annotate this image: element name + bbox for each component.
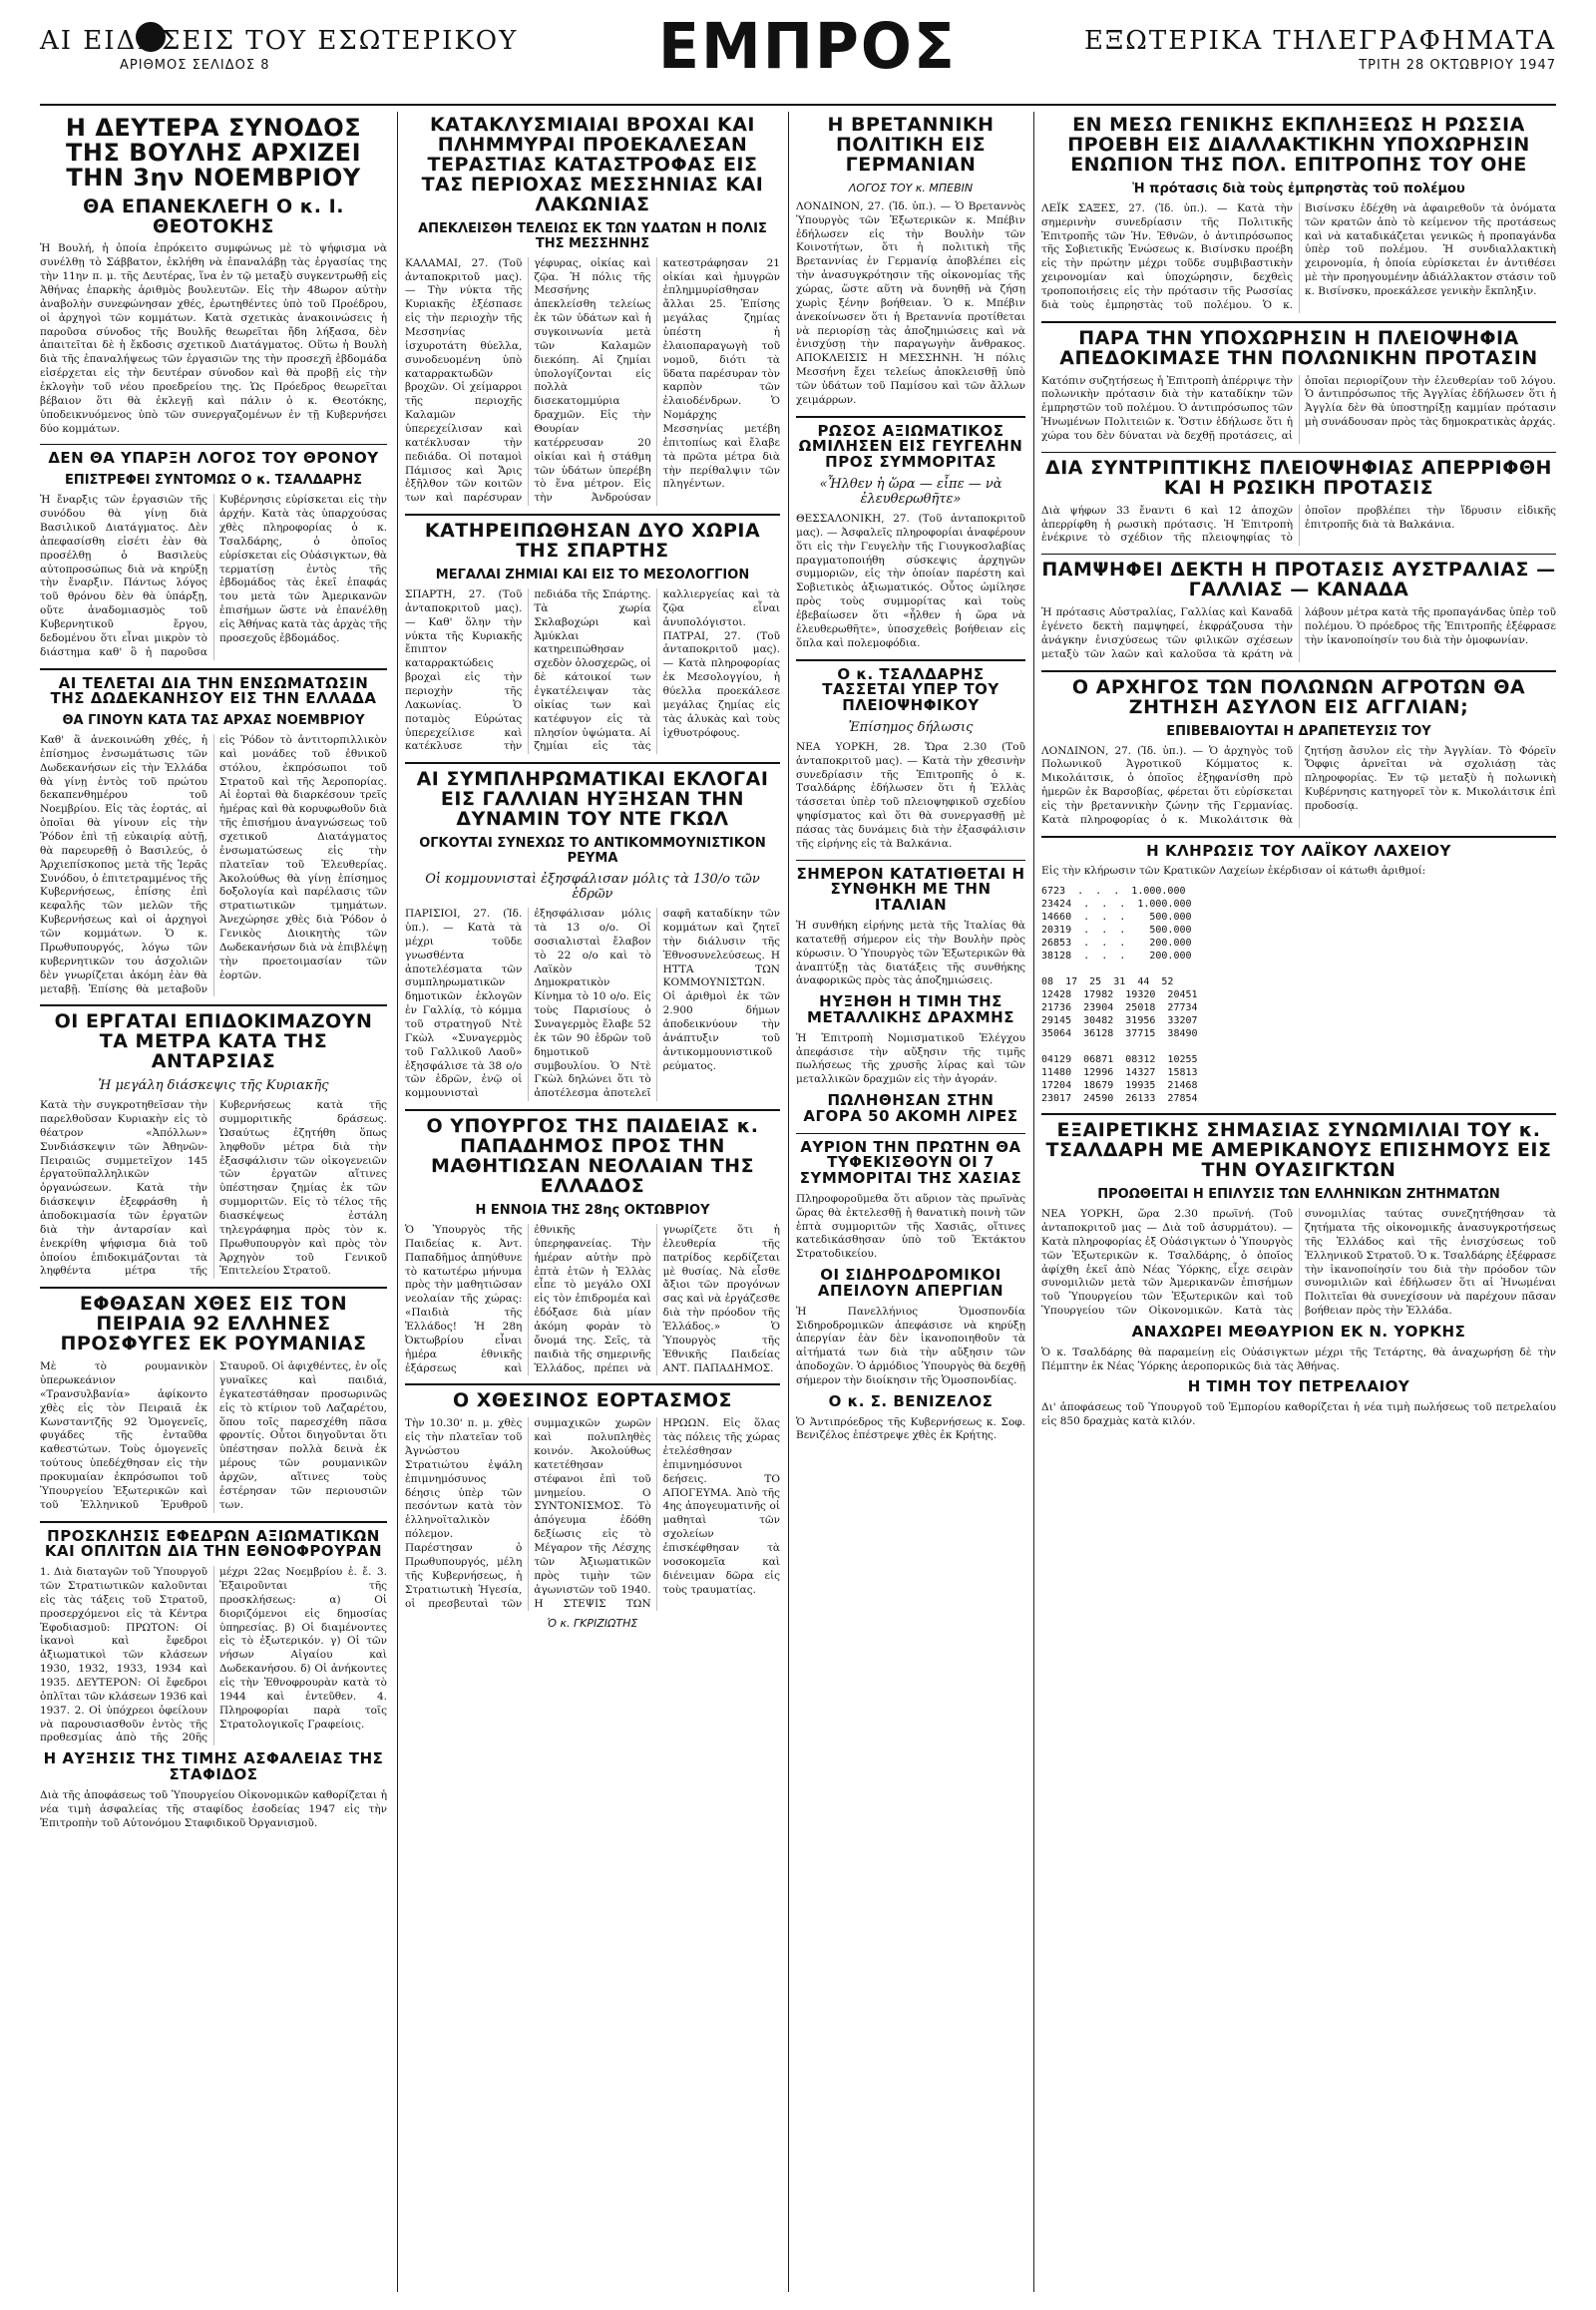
divider [405,762,780,764]
article-body: Τὴν 10.30' π. μ. χθὲς εἰς τὴν πλατεῖαν τοῦ Ἀγνώστου Στρατιώτου ἐψάλη ἐπιμνημόσυνος δέησις ὑπὲρ τῶν πεσόντων κατὰ τὸν ἑλληνοϊταλικὸν πόλεμον. Παρέστησαν ὁ Πρωθυπουργός, μέλη τῆς Κυβερνήσεως, ἡ Στρατιωτικὴ Ἡγεσία, οἱ πρεσβευταὶ τῶν συμμαχικῶν χωρῶν καὶ πολυπληθὲς κοινόν. Ἀκολούθως κατετέθησαν στέφανοι ἐπὶ τοῦ μνημείου. Ο ΣΥΝΤΟΝΙΣΜΟΣ. Τὸ ἀπόγευμα ἐδόθη δεξίωσις εἰς τὸ Μέγαρον τῆς Λέσχης τῶν Ἀξιωματικῶν πρὸς τιμὴν τῶν ἀγωνιστῶν τοῦ 1940. Η ΣΤΕΨΙΣ ΤΩΝ ΗΡΩΩΝ. Εἰς ὅλας τὰς πόλεις τῆς χώρας ἐτελέσθησαν ἐπιμνημόσυνοι δεήσεις. ΤΟ ΑΠΟΓΕΥΜΑ. Ἀπὸ τῆς 4ης ἀπογευματινῆς οἱ μαθηταὶ τῶν σχολείων ἐπισκέφθησαν τὰ νοσοκομεῖα καὶ διένειμαν δῶρα εἰς τοὺς τραυματίας. [405,1417,780,1610]
article-body: Ἡ πρότασις Αὐστραλίας, Γαλλίας καὶ Καναδᾶ ἐγένετο δεκτὴ παμψηφεί, ἐκφράζουσα τὴν ἀνάγκην ἐνισχύσεως τῶν φιλικῶν σχέσεων μεταξὺ τῶν λαῶν καὶ καλοῦσα τὰ κράτη νὰ λάβουν μέτρα κατὰ τῆς προπαγάνδας ὑπὲρ τοῦ πολέμου. Ὁ πρόεδρος τῆς Ἐπιτροπῆς ἐξέφρασε τὴν ἱκανοποίησίν του διὰ τὴν ὁμοφωνίαν. [1041,606,1556,660]
divider [405,514,780,516]
column-foreign-2 [1041,112,1556,2292]
column-foreign-1 [796,112,1025,2292]
byline: ΛΟΓΟΣ ΤΟΥ κ. ΜΠΕΒΙΝ [848,181,974,194]
headline: ΑΙ ΣΥΜΠΛΗΡΩΜΑΤΙΚΑΙ ΕΚΛΟΓΑΙ ΕΙΣ ΓΑΛΛΙΑΝ ΗΥΞΗΣΑΝ ΤΗΝ ΔΥΝΑΜΙΝ ΤΟΥ ΝΤΕ ΓΚΩΛ [416,768,769,831]
column-rule [397,112,398,2292]
article-body: Πληροφοροῦμεθα ὅτι αὔριον τὰς πρωϊνὰς ὥρας θὰ ἐκτελεσθῇ ἡ θανατικὴ ποινὴ τῶν ἑπτὰ συμμοριτῶν τῆς Χασιᾶς, οἵτινες κατεδικάσθησαν ὑπὸ τοῦ Ἐκτάκτου Στρατοδικείου. [796,1192,1025,1261]
headline: Ο κ. Σ. ΒΕΝΙΖΕΛΟΣ [828,1391,994,1410]
divider [40,444,387,445]
subheadline: ΕΠΙΣΤΡΕΦΕΙ ΣΥΝΤΟΜΩΣ Ο κ. ΤΣΑΛΔΑΡΗΣ [64,473,363,489]
headline: ΠΡΟΣΚΛΗΣΙΣ ΕΦΕΔΡΩΝ ΑΞΙΩΜΑΤΙΚΩΝ ΚΑΙ ΟΠΛΙΤΩΝ ΔΙΑ ΤΗΝ ΕΘΝΟΦΡΟΥΡΑΝ [44,1526,383,1561]
article-body: Διὰ τῆς ἀποφάσεως τοῦ Ὑπουργείου Οἰκονομικῶν καθορίζεται ἡ νέα τιμὴ ἀσφαλείας τῆς σταφίδος ἐσοδείας 1947 εἰς τὴν Ἐπιτροπὴν τοῦ Αὐτονόμου Σταφιδικοῦ Ὀργανισμοῦ. [40,1788,387,1829]
article-body: ΛΟΝΔΙΝΟΝ, 27. (Ἰδ. ὑπ.). — Ὁ Βρεταννὸς Ὑπουργὸς τῶν Ἐξωτερικῶν κ. Μπέβιν ἐδήλωσεν εἰς τὴν Βουλὴν τῶν Κοινοτήτων, ὅτι ἡ πολιτικὴ τῆς Βρεταννίας ἐν Γερμανίᾳ ἀποβλέπει εἰς τὴν ἀνασυγκρότησιν τῆς οἰκονομίας τῆς χώρας, ὥστε αὕτη νὰ δυνηθῇ νὰ ζήσῃ χωρὶς ξένην βοήθειαν. Ὁ κ. Μπέβιν ἀνεκοίνωσεν ὅτι ἡ Βρεταννία προτίθεται νὰ περιορίσῃ τὰς ἀποζημιώσεις καὶ νὰ ἐνισχύσῃ τὴν παραγωγὴν ἄνθρακος. ΑΠΟΚΛΕΙΣΙΣ Η ΜΕΣΣΗΝΗ. Ἡ πόλις Μεσσήνη ἔχει τελείως ἀποκλεισθῇ ὑπὸ τῶν ὑδάτων τοῦ Παμίσου καὶ τῶν ἄλλων χειμάρρων. [796,199,1025,406]
article-body: Ἡ συνθήκη εἰρήνης μετὰ τῆς Ἰταλίας θὰ κατατεθῇ σήμερον εἰς τὴν Βουλὴν πρὸς κύρωσιν. Ὁ Ὑπουργὸς τῶν Ἐξωτερικῶν θὰ ἀναπτύξῃ τὰς διατάξεις τῆς συνθήκης ἀναφορικῶς πρὸς τὰς ἀποζημιώσεις. [796,919,1025,987]
subheadline: Οἱ κομμουνισταὶ ἐξησφάλισαν μόλις τὰ 130/ο τῶν ἑδρῶν [425,872,760,903]
divider [1041,670,1556,672]
article-body: Εἰς τὴν κλήρωσιν τῶν Κρατικῶν Λαχείων ἐκέρδισαν οἱ κάτωθι ἀριθμοί: [1041,865,1426,878]
headline: ΑΙ ΤΕΛΕΤΑΙ ΔΙΑ ΤΗΝ ΕΝΣΩΜΑΤΩΣΙΝ ΤΗΣ ΔΩΔΕΚΑΝΗΣΟΥ ΕΙΣ ΤΗΝ ΕΛΛΑΔΑ [50,673,377,708]
article-body: Δι' ἀποφάσεως τοῦ Ὑπουργοῦ τοῦ Ἐμπορίου καθορίζεται ἡ νέα τιμὴ πωλήσεως τοῦ πετρελαίου εἰς 850 δραχμὰς κατὰ κιλόν. [1041,1401,1556,1428]
headline: Η ΑΥΞΗΣΙΣ ΤΗΣ ΤΙΜΗΣ ΑΣΦΑΛΕΙΑΣ ΤΗΣ ΣΤΑΦΙΔΟΣ [43,1749,384,1784]
headline: ΕΦΘΑΣΑΝ ΧΘΕΣ ΕΙΣ ΤΟΝ ΠΕΙΡΑΙΑ 92 ΕΛΛΗΝΕΣ ΠΡΟΣΦΥΓΕΣ ΕΚ ΡΟΥΜΑΝΙΑΣ [60,1293,367,1355]
headline: ΠΩΛΗΘΗΣΑΝ ΣΤΗΝ ΑΓΟΡΑ 50 ΑΚΟΜΗ ΛΙΡΕΣ [803,1091,1018,1125]
article-body: ΚΑΛΑΜΑΙ, 27. (Τοῦ ἀνταποκριτοῦ μας). — Τὴν νύκτα τῆς Κυριακῆς ἐξέσπασε εἰς τὴν περιοχὴν τῆς Μεσσηνίας ἰσχυροτάτη θύελλα, συνοδευομένη ὑπὸ καταρρακτωδῶν βροχῶν. Οἱ χείμαρροι τῆς περιοχῆς Καλαμῶν ὑπερεχείλισαν καὶ κατέκλυσαν τὴν πεδιάδα. Οἱ ποταμοὶ Πάμισος καὶ Ἄρις ἐξῆλθον τῶν κοιτῶν των καὶ παρέσυραν γέφυρας, οἰκίας καὶ ζῷα. Ἡ πόλις τῆς Μεσσήνης ἀπεκλείσθη τελείως ἐκ τῶν ὑδάτων καὶ ἡ συγκοινωνία μετὰ τῶν Καλαμῶν διεκόπη. Αἱ ζημίαι ὑπολογίζονται εἰς πολλὰ δισεκατομμύρια δραχμῶν. Εἰς τὴν Θουρίαν κατέρρευσαν 20 οἰκίαι καὶ ἡ στάθμη τῶν ὑδάτων ὑπερέβη τὸ ἕνα μέτρον. Εἰς τὴν Ἀνδρούσαν κατεστράφησαν 21 οἰκίαι καὶ ἡμυγρῶν ἐπληµµυρίσθησαν ἄλλαι 25. Ἐπίσης μεγάλας ζημίας ὑπέστη ἡ ἐλαιοπαραγωγὴ τοῦ νομοῦ, διότι τὰ ὕδατα παρέσυραν τὸν καρπὸν τῶν ἐλαιοδένδρων. Ὁ Νομάρχης Μεσσηνίας μετέβη ἐπιτοπίως καὶ ἔλαβε τὰ πρῶτα μέτρα διὰ τὴν περίθαλψιν τῶν πληγέντων. [405,256,780,505]
headline: Ο ΥΠΟΥΡΓΟΣ ΤΗΣ ΠΑΙΔΕΙΑΣ κ. ΠΑΠΑΔΗΜΟΣ ΠΡΟΣ ΤΗΝ ΜΑΘΗΤΙΩΣΑΝ ΝΕΟΛΑΙΑΝ ΤΗΣ ΕΛΛΑΔΟΣ [426,1115,759,1197]
headline: ΟΙ ΕΡΓΑΤΑΙ ΕΠΙΔΟΚΙΜΑΖΟΥΝ ΤΑ ΜΕΤΡΑ ΚΑΤΑ ΤΗΣ ΑΝΤΑΡΣΙΑΣ [54,1010,373,1073]
newspaper-title: ΕΜΠΡΟΣ [658,10,957,84]
headline: ΠΑΡΑ ΤΗΝ ΥΠΟΧΩΡΗΣΙΝ Η ΠΛΕΙΟΨΗΦΙΑ ΑΠΕΔΟΚΙΜΑΣΕ ΤΗΝ ΠΟΛΩΝΙΚΗΝ ΠΡΟΤΑΣΙΝ [1059,326,1538,369]
article-body: Καθ' ἃ ἀνεκοινώθη χθές, ἡ ἐπίσημος ἐνσωμάτωσις τῶν Δωδεκανήσων εἰς τὴν Ἑλλάδα θὰ γίνῃ ἐντὸς τοῦ πρώτου δεκαπενθημέρου τοῦ Νοεμβρίου. Εἰς τὰς ἑορτάς, αἱ ὁποῖαι θὰ γίνουν εἰς τὴν Ῥόδον ἐπὶ τῇ εὐκαιρίᾳ αὐτῇ, θὰ παρευρεθῇ ὁ Βασιλεύς, ὁ Ἀρχιεπίσκοπος μετὰ τῆς Ἱερᾶς Συνόδου, ὁ ἐπιτετραμμένος τῆς Κυβερνήσεως, ἐπίσης ἐπὶ κεφαλῆς τῶν μελῶν τῆς Κυβερνήσεως καὶ οἱ ἀρχηγοὶ τῶν κομμάτων. Ὁ κ. Πρωθυπουργός, λόγω τῶν κυβερνητικῶν του ἀσχολιῶν δὲν γνωρίζεται ἀκόμη ἐὰν θὰ μεταβῇ. Ἐπίσης θὰ μεταβοῦν εἰς Ῥόδον τὸ ἀντιτορπιλλικὸν καὶ μονάδες τοῦ ἐθνικοῦ στόλου, ἐκπρόσωποι τοῦ Στρατοῦ καὶ τῆς Ἀεροπορίας. Αἱ ἑορταὶ θὰ διαρκέσουν τρεῖς ἡμέρας καὶ θὰ κορυφωθοῦν διὰ τῆς ἐπισήμου ἀναγνώσεως τοῦ σχετικοῦ Διατάγματος ἐνσωματώσεως εἰς τὴν πλατεῖαν τοῦ Ἐλευθερίας. Ἀκολούθως θὰ γίνῃ ἐπίσημος δοξολογία καὶ παρέλασις τῶν στρατιωτικῶν τμημάτων. Ἀνεχώρησε χθὲς διὰ Ῥόδον ὁ Γενικὸς Διοικητὴς τῶν Δωδεκανήσων διὰ νὰ ἐπιβλέψῃ τὴν προετοιμασίαν τῶν ἑορτῶν. [40,734,387,995]
article-body: ΛΕΪΚ ΣΑΞΕΣ, 27. (Ἰδ. ὑπ.). — Κατὰ τὴν σημερινὴν συνεδρίασιν τῆς Πολιτικῆς Ἐπιτροπῆς τῶν Ἡν. Ἐθνῶν, ὁ ἀντιπρόσωπος τῆς Σοβιετικῆς Ἑνώσεως κ. Βισίνσκυ προέβη εἰς τὴν πρώτην μέχρι τοῦδε συμβιβαστικὴν χειρονομίαν καὶ ὑποχώρησιν, δεχθεὶς τροποποιήσεις εἰς τὴν πρότασιν τῆς Ρωσσίας διὰ τοὺς ἐμπρηστὰς τοῦ πολέμου. Ὁ κ. Βισίνσκυ ἐδέχθη νὰ ἀφαιρεθοῦν τὰ ὀνόματα τῶν κρατῶν ἀπὸ τὸ κείμενον τῆς προτάσεως καὶ νὰ καταδικάζεται γενικῶς ἡ προπαγάνδα ὑπὲρ τοῦ πολέμου. Ἡ συνδιαλλακτικὴ χειρονομία, ἡ ὁποία εὑρίσκεται ἐν ἀντιθέσει μὲ τὴν προηγουμένην ἀδιάλλακτον στάσιν τοῦ κ. Βισίνσκυ, προεκάλεσε γενικὴν ἔκπληξιν. [1041,201,1556,311]
column-news [405,112,780,2292]
headline: ΕΞΑΙΡΕΤΙΚΗΣ ΣΗΜΑΣΙΑΣ ΣΥΝΩΜΙΛΙΑΙ ΤΟΥ κ. ΤΣΑΛΔΑΡΗ ΜΕ ΑΜΕΡΙΚΑΝΟΥΣ ΕΠΙΣΗΜΟΥΣ ΕΙΣ ΤΗΝ ΟΥΑΣΙΓΚΤΩΝ [1045,1119,1552,1182]
headline: ΔΕΝ ΘΑ ΥΠΑΡΞΗ ΛΟΓΟΣ ΤΟΥ ΘΡΟΝΟΥ [48,449,379,468]
subheadline: ΘΑ ΕΠΑΝΕΚΛΕΓΗ Ο κ. Ι. ΘΕΟΤΟΚΗΣ [83,194,344,237]
headline: ΕΝ ΜΕΣΩ ΓΕΝΙΚΗΣ ΕΚΠΛΗΞΕΩΣ Η ΡΩΣΣΙΑ ΠΡΟΕΒΗ ΕΙΣ ΔΙΑΛΛΑΚΤΙΚΗΝ ΥΠΟΧΩΡΗΣΙΝ ΕΝΩΠΙΟΝ ΤΗΣ ΠΟΛ. ΕΠΙΤΡΟΠΗΣ ΤΟΥ ΟΗΕ [1067,114,1530,176]
headline: ΟΙ ΣΙΔΗΡΟΔΡΟΜΙΚΟΙ ΑΠΕΙΛΟΥΝ ΑΠΕΡΓΙΑΝ [817,1266,1004,1300]
article-body: ΘΕΣΣΑΛΟΝΙΚΗ, 27. (Τοῦ ἀνταποκριτοῦ μας). — Ἀσφαλεῖς πληροφορίαι ἀναφέρουν ὅτι εἰς τὴν Γευγελὴν τῆς Γιουγκοσλαβίας πραγματοποιήθη σύσκεψις ἀρχηγῶν συμμοριῶν, εἰς τὴν ὁποίαν παρέστη καὶ Σοβιετικὸς ἀξιωματικός. Οὗτος ὡμίλησε πρὸς τοὺς συμμορίτας καὶ τοὺς ἐβεβαίωσεν ὅτι «ἦλθεν ἡ ὥρα νὰ ἐλευθερωθῆτε», ὑποσχεθεὶς βοήθειαν εἰς ὅπλα καὶ πολεμοφόδια. [796,512,1025,649]
column-rule [788,112,789,2292]
headline: ΚΑΤΗΡΕΙΠΩΘΗΣΑΝ ΔΥΟ ΧΩΡΙΑ ΤΗΣ ΣΠΑΡΤΗΣ [424,520,761,563]
divider [796,659,1025,661]
headline: ΗΥΞΗΘΗ Η ΤΙΜΗ ΤΗΣ ΜΕΤΑΛΛΙΚΗΣ ΔΡΑΧΜΗΣ [807,992,1014,1026]
divider [1041,321,1556,323]
article-body: Ὁ Ἀντιπρόεδρος τῆς Κυβερνήσεως κ. Σοφ. Βενιζέλος ἐπέστρεψε χθὲς ἐκ Κρήτης. [796,1415,1025,1442]
subheadline: ΟΓΚΟΥΤΑΙ ΣΥΝΕΧΩΣ ΤΟ ΑΝΤΙΚΟΜΜΟΥΝΙΣΤΙΚΟΝ ΡΕΥΜΑ [419,836,766,867]
divider [796,416,1025,418]
divider [1041,836,1556,838]
headline: Ο κ. ΤΣΑΛΔΑΡΗΣ ΤΑΣΣΕΤΑΙ ΥΠΕΡ ΤΟΥ ΠΛΕΙΟΨΗΦΙΚΟΥ [822,664,999,715]
article-body: ΠΑΡΙΣΙΟΙ, 27. (Ἰδ. ὑπ.). — Κατὰ τὰ μέχρι τοῦδε γνωσθέντα ἀποτελέσματα τῶν συμπληρωματικῶν δημοτικῶν ἐκλογῶν ἐν Γαλλίᾳ, τὸ κόμμα τοῦ στρατηγοῦ Ντὲ Γκὼλ «Συναγερμὸς τοῦ Γαλλικοῦ Λαοῦ» ἐξησφάλισε τὰ 38 ο/ο τῶν ἑδρῶν, ἐνῷ οἱ κομμουνισταὶ ἐξησφάλισαν μόλις τὰ 13 ο/ο. Οἱ σοσιαλισταὶ ἔλαβον τὸ 22 ο/ο καὶ τὸ Λαϊκὸν Δημοκρατικὸν Κίνημα τὸ 10 ο/ο. Εἰς τοὺς Παρισίους ὁ Συναγερμὸς ἔλαβε 52 ἐκ τῶν 90 ἑδρῶν τοῦ δημοτικοῦ συμβουλίου. Ὁ Ντὲ Γκὼλ δηλώνει ὅτι τὸ ἀποτέλεσμα ἀποτελεῖ σαφῆ καταδίκην τῶν κομμάτων καὶ ζητεῖ τὴν διάλυσιν τῆς Ἐθνοσυνελεύσεως. Η ΗΤΤΑ ΤΩΝ ΚΟΜΜΟΥΝΙΣΤΩΝ. Οἱ ἀριθμοὶ ἐκ τῶν 2.900 δήμων ἀποδεικνύουν τὴν ἀνάπτυξιν τοῦ ἀντικομμουνιστικοῦ ρεύματος. [405,908,780,1100]
article-body: Κατὰ τὴν συγκροτηθεῖσαν τὴν παρελθοῦσαν Κυριακὴν εἰς τὸ θέατρον «Ἀπόλλων» Συνδιάσκεψιν τῶν Ἀθηνῶν-Πειραιῶς συμμετεῖχον 145 ἐργατοϋπαλληλικῶν ὀργανώσεων. Κατὰ τὴν διάσκεψιν ἐξεφράσθη ἡ ἀποδοκιμασία τῶν ἐργατῶν διὰ τὴν ἀνταρσίαν καὶ ἐνεκρίθη ψήφισμα διὰ τοῦ ὁποίου ἐπιδοκιμάζονται τὰ ληφθέντα μέτρα τῆς Κυβερνήσεως κατὰ τῆς συμμοριτικῆς δράσεως. Ὡσαύτως ἐζητήθη ὅπως ληφθοῦν μέτρα διὰ τὴν ἐξασφάλισιν τῶν οἰκογενειῶν τῶν ἐργατῶν αἵτινες ὑπέστησαν ζημίας ἐκ τῶν συμμοριτῶν. Εἰς τὸ τέλος τῆς διασκέψεως ἐστάλη τηλεγράφημα πρὸς τὸν κ. Πρωθυπουργὸν καὶ πρὸς τὸν Ἀρχηγὸν τοῦ Γενικοῦ Ἐπιτελείου Στρατοῦ. [40,1099,387,1278]
headline: ΠΑΜΨΗΦΕΙ ΔΕΚΤΗ Η ΠΡΟΤΑΣΙΣ ΑΥΣΤΡΑΛΙΑΣ — ΓΑΛΛΙΑΣ — ΚΑΝΑΔΑ [1041,559,1556,601]
section-title-right: ΕΞΩΤΕΡΙΚΑ ΤΗΛΕΓΡΑΦΗΜΑΤΑ [1084,26,1556,56]
signature: Ὁ κ. ΓΚΡΙΖΙΩΤΗΣ [547,1617,638,1631]
divider [1041,1113,1556,1115]
issue-date: ΤΡΙΤΗ 28 ΟΚΤΩΒΡΙΟΥ 1947 [1359,58,1556,73]
article-body: ΣΠΑΡΤΗ, 27. (Τοῦ ἀνταποκριτοῦ μας). — Καθ' ὅλην τὴν νύκτα τῆς Κυριακῆς ἔπιπτον καταρρακτώδεις βροχαὶ εἰς τὴν περιοχὴν τῆς Λακωνίας. Ὁ ποταμὸς Εὐρώτας ὑπερεχείλισε καὶ κατέκλυσε τὴν πεδιάδα τῆς Σπάρτης. Τὰ χωρία Σκλαβοχώρι καὶ Ἀμύκλαι κατηρειπώθησαν σχεδὸν ὁλοσχερῶς, οἱ δὲ κάτοικοί των ἐγκατέλειψαν τὰς οἰκίας των καὶ κατέφυγον εἰς τὰ πλησίον ὑψώματα. Αἱ ζημίαι εἰς τὰς καλλιεργείας καὶ τὰ ζῷα εἶναι ἀνυπολόγιστοι. ΠΑΤΡΑΙ, 27. (Τοῦ ἀνταποκριτοῦ μας). — Κατὰ πληροφορίας ἐκ Μεσολογγίου, ἡ θύελλα προεκάλεσε μεγάλας ζημίας εἰς τὰς ἁλυκὰς καὶ τοὺς ἰχθυοτρόφους. [405,588,780,753]
divider [40,668,387,670]
article-body: Ἡ Πανελλήνιος Ὁμοσπονδία Σιδηροδρομικῶν ἀπεφάσισε νὰ κηρύξῃ ἀπεργίαν ἐὰν δὲν ἱκανοποιηθοῦν τὰ αἰτήματά των διὰ τὴν αὔξησιν τῶν ἀποδοχῶν. Ὁ ἁρμόδιος Ὑπουργὸς θὰ δεχθῇ σήμερον τὴν διοίκησιν τῆς Ὁμοσπονδίας. [796,1305,1025,1386]
article-body: Μὲ τὸ ρουμανικὸν ὑπερωκεάνιον «Τρανσυλβανία» ἀφίκοντο χθὲς εἰς τὸν Πειραιᾶ ἐκ Κωνσταντζῆς 92 Ὁμογενεῖς, φυγάδες τῆς ἐνταῦθα καθεστώτων. Τοὺς ὁμογενεῖς τούτους ὑπεδέχθησαν εἰς τὴν προκυμαίαν ἐκπρόσωποι τοῦ Ὑπουργείου Ἐξωτερικῶν καὶ τοῦ Ἑλληνικοῦ Ἐρυθροῦ Σταυροῦ. Οἱ ἀφιχθέντες, ἐν οἷς γυναῖκες καὶ παιδιά, ἐγκατεστάθησαν προσωρινῶς εἰς τὸ κτίριον τοῦ Λαζαρέτου, ὅπου τοῖς παρεσχέθη πᾶσα φροντίς. Οὗτοι διηγοῦνται ὅτι ὑπέστησαν πολλὰ δεινὰ ἐκ μέρους τῶν ρουμανικῶν ἀρχῶν, αἵτινες τοὺς ἐστέρησαν τῶν περιουσιῶν των. [40,1360,387,1511]
subheadline: ΑΠΕΚΛΕΙΣΘΗ ΤΕΛΕΙΩΣ ΕΚ ΤΩΝ ΥΔΑΤΩΝ Η ΠΟΛΙΣ ΤΗΣ ΜΕΣΣΗΝΗΣ [418,220,767,251]
headline: Η ΤΙΜΗ ΤΟΥ ΠΕΤΡΕΛΑΙΟΥ [1187,1377,1410,1396]
column-rule [1033,112,1034,2292]
subheadline: Η ΕΝΝΟΙΑ ΤΗΣ 28ης ΟΚΤΩΒΡΙΟΥ [475,1202,710,1218]
divider [796,1133,1025,1134]
divider [1041,452,1556,453]
headline: ΣΗΜΕΡΟΝ ΚΑΤΑΤΙΘΕΤΑΙ Η ΣΥΝΘΗΚΗ ΜΕ ΤΗΝ ΙΤΑΛΙΑΝ [796,864,1025,915]
page-number: ΑΡΙΘΜΟΣ ΣΕΛΙΔΟΣ 8 [120,58,270,73]
headline: ΔΙΑ ΣΥΝΤΡΙΠΤΙΚΗΣ ΠΛΕΙΟΨΗΦΙΑΣ ΑΠΕΡΡΙΦΘΗ ΚΑΙ Η ΡΩΣΙΚΗ ΠΡΟΤΑΣΙΣ [1045,456,1552,499]
headline: ΚΑΤΑΚΛΥΣΜΙΑΙΑΙ ΒΡΟΧΑΙ ΚΑΙ ΠΛΗΜΜΥΡΑΙ ΠΡΟΕΚΑΛΕΣΑΝ ΤΕΡΑΣΤΙΑΣ ΚΑΤΑΣΤΡΟΦΑΣ ΕΙΣ ΤΑΣ ΠΕΡΙΟΧΑΣ ΜΕΣΣΗΝΙΑΣ ΚΑΙ ΛΑΚΩΝΙΑΣ [421,114,764,215]
divider [40,1004,387,1006]
newspaper-page [40,10,1556,2292]
subheadline: Ἡ μεγάλη διάσκεψις τῆς Κυριακῆς [98,1078,329,1094]
article-body: Ὁ Ὑπουργὸς τῆς Παιδείας κ. Ἀντ. Παπαδῆμος ἀπηύθυνε τὸ κατωτέρω μήνυμα πρὸς τὴν μαθητιῶσαν νεολαίαν τῆς χώρας: «Παιδιὰ τῆς Ἑλλάδος! Ἡ 28η Ὀκτωβρίου εἶναι ἡμέρα ἐθνικῆς ἐξάρσεως καὶ ἐθνικῆς ὑπερηφανείας. Τὴν ἡμέραν αὐτὴν πρὸ ἑπτὰ ἐτῶν ἡ Ἑλλὰς εἶπε τὸ μεγάλο ΟΧΙ εἰς τὸν ἐπιδρομέα καὶ ἐδόξασε διὰ μίαν ἀκόμη φορὰν τὸ ὄνομά της. Σεῖς, τὰ παιδιὰ τῆς σημερινῆς Ἑλλάδος, πρέπει νὰ γνωρίζετε ὅτι ἡ ἐλευθερία τῆς πατρίδος κερδίζεται μὲ θυσίας. Νὰ εἶσθε ἄξιοι τῶν προγόνων σας καὶ νὰ ἐργάζεσθε διὰ τὴν πρόοδον τῆς Ἑλλάδος.» Ὁ Ὑπουργὸς τῆς Ἐθνικῆς Παιδείας ΑΝΤ. ΠΑΠΑΔΗΜΟΣ. [405,1223,780,1374]
headline: ΑΥΡΙΟΝ ΤΗΝ ΠΡΩΤΗΝ ΘΑ ΤΥΦΕΚΙΣΘΟΥΝ ΟΙ 7 ΣΥΜΜΟΡΙΤΑΙ ΤΗΣ ΧΑΣΙΑΣ [799,1137,1022,1188]
divider [405,1383,780,1385]
headline: ΡΩΣΟΣ ΑΞΙΩΜΑΤΙΚΟΣ ΩΜΙΛΗΣΕΝ ΕΙΣ ΓΕΥΓΕΛΗΝ ΠΡΟΣ ΣΥΜΜΟΡΙΤΑΣ [798,421,1023,472]
article-body: Ἡ Ἐπιτροπὴ Νομισματικοῦ Ἐλέγχου ἀπεφάσισε τὴν αὔξησιν τῆς τιμῆς πωλήσεως τῆς χρυσῆς λίρας καὶ τῶν μεταλλικῶν δραχμῶν εἰς τὴν ἀγοράν. [796,1031,1025,1086]
headline: ΑΝΑΧΩΡΕΙ ΜΕΘΑΥΡΙΟΝ ΕΚ Ν. ΥΟΡΚΗΣ [1131,1322,1466,1341]
subheadline: ΕΠΙΒΕΒΑΙΟΥΤΑΙ Η ΔΡΑΠΕΤΕΥΣΙΣ ΤΟΥ [1166,723,1431,739]
headline: Η ΚΛΗΡΩΣΙΣ ΤΟΥ ΛΑΪΚΟΥ ΛΑΧΕΙΟΥ [1146,841,1451,860]
article-body: Ὁ κ. Τσαλδάρης θὰ παραμείνῃ εἰς Οὐάσιγκτων μέχρι τῆς Τετάρτης, θὰ ἀναχωρήσῃ δὲ τὴν Πέμπτην ἐκ Νέας Ὑόρκης ἀεροπορικῶς διὰ τὰς Ἀθήνας. [1041,1346,1556,1372]
article-body: Κατόπιν συζητήσεως ἡ Ἐπιτροπὴ ἀπέρριψε τὴν πολωνικὴν πρότασιν διὰ τὴν καταδίκην τῶν ἐμπρηστῶν τοῦ πολέμου. Ὁ ἀντιπρόσωπος τῶν Ἡνωμένων Πολιτειῶν κ. Ὅστιν ἐδήλωσε ὅτι ἡ χώρα του δὲν δύναται νὰ δεχθῇ προτάσεις, αἱ ὁποῖαι περιορίζουν τὴν ἐλευθερίαν τοῦ λόγου. Ὁ ἀντιπρόσωπος τῆς Ἀγγλίας ἐδήλωσεν ὅτι ἡ Ἀγγλία δὲν θὰ ὑποστηρίξῃ καμμίαν πρότασιν μὴ συνάδουσαν πρὸς τὰς δημοκρατικὰς ἀρχάς. [1041,374,1556,442]
subheadline: ΘΑ ΓΙΝΟΥΝ ΚΑΤΑ ΤΑΣ ΑΡΧΑΣ ΝΟΕΜΒΡΙΟΥ [62,713,365,729]
divider [40,1521,387,1523]
article-body: ΛΟΝΔΙΝΟΝ, 27. (Ἰδ. ὑπ.). — Ὁ ἀρχηγὸς τοῦ Πολωνικοῦ Ἀγροτικοῦ Κόμματος κ. Μικολάιτσικ, ὁ ὁποῖος ἐξηφανίσθη πρὸ ἡμερῶν ἐκ Βαρσοβίας, φέρεται ὅτι εὑρίσκεται εἰς τὴν βρεταννικὴν ζώνην τῆς Γερμανίας. Κατὰ πληροφορίας ὁ κ. Μικολάιτσικ θὰ ζητήσῃ ἄσυλον εἰς τὴν Ἀγγλίαν. Τὸ Φόρεϊν Ὄφφις ἀρνεῖται νὰ σχολιάσῃ τὰς πληροφορίας. Ἐν τῷ μεταξὺ ἡ πολωνικὴ Κυβέρνησις κατηγορεῖ τὸν κ. Μικολάιτσικ ἐπὶ προδοσίᾳ. [1041,744,1556,826]
article-body: Διὰ ψήφων 33 ἔναντι 6 καὶ 12 ἀποχῶν ἀπερρίφθη ἡ ρωσικὴ πρότασις. Ἡ Ἐπιτροπὴ ἐνέκρινε τὸ σχέδιον τῆς πλειοψηφίας τὸ ὁποῖον προβλέπει τὴν ἵδρυσιν εἰδικῆς ἐπιτροπῆς διὰ τὰ Βαλκάνια. [1041,504,1556,545]
divider [405,1109,780,1111]
article-body: ΝΕΑ ΥΟΡΚΗ, ὥρα 2.30 πρωϊνή. (Τοῦ ἀνταποκριτοῦ μας — Διὰ τοῦ ἀσυρμάτου). — Κατὰ πληροφορίας ἐξ Οὐάσιγκτων ὁ Ὑπουργὸς τῶν Ἐξωτερικῶν κ. Τσαλδάρης, ὁ ὁποῖος ἀφίχθη ἐκεῖ ἀπὸ Νέας Ὑόρκης, εἶχε σειρὰν συνομιλιῶν μετὰ τῶν Ἀμερικανῶν ἐπισήμων τοῦ Ὑπουργείου τῶν Ἐξωτερικῶν καὶ τοῦ Ὑπουργείου τῶν Οἰκονομικῶν. Κατὰ τὰς συνομιλίας ταύτας συνεζητήθησαν τὰ ζητήματα τῆς οἰκονομικῆς ἀνασυγκροτήσεως τῆς Ἑλλάδος καὶ τῆς ἐνισχύσεως τοῦ Ἑλληνικοῦ Στρατοῦ. Ὁ κ. Τσαλδάρης ἐξέφρασε τὴν ἱκανοποίησίν του διὰ τὴν πρόοδον τῶν συνομιλιῶν καὶ ἐδήλωσεν ὅτι αἱ Ἡνωμέναι Πολιτεῖαι θὰ συνεχίσουν νὰ παρέχουν πᾶσαν βοήθειαν πρὸς τὴν Ἑλλάδα. [1041,1208,1556,1318]
subheadline: ΜΕΓΑΛΑΙ ΖΗΜΙΑΙ ΚΑΙ ΕΙΣ ΤΟ ΜΕΣΟΛΟΓΓΙΟΝ [435,568,750,583]
divider [796,860,1025,861]
article-body: 1. Διὰ διαταγῶν τοῦ Ὑπουργοῦ τῶν Στρατιωτικῶν καλοῦνται εἰς τὰς τάξεις τοῦ Στρατοῦ, προσερχόμενοι εἰς τὰ Κέντρα Ἐφοδιασμοῦ: ΠΡΩΤΟΝ: Οἱ ἱκανοὶ καὶ ἔφεδροι ἀξιωματικοὶ τῶν κλάσεων 1930, 1932, 1933, 1934 καὶ 1935. ΔΕΥΤΕΡΟΝ: Οἱ ἔφεδροι ὁπλῖται τῶν κλάσεων 1936 καὶ 1937. 2. Οἱ ὑπόχρεοι ὀφείλουν νὰ παρουσιασθοῦν ἐντὸς τῆς προθεσμίας ἀπὸ τῆς 20ῆς μέχρι 22ας Νοεμβρίου ἐ. ἔ. 3. Ἐξαιροῦνται τῆς προσκλήσεως: α) Οἱ διοριζόμενοι εἰς δημοσίας ὑπηρεσίας. β) Οἱ διαμένοντες εἰς τὸ ἐξωτερικόν. γ) Οἱ τῶν νήσων Αἰγαίου καὶ Δωδεκανήσου. δ) Οἱ ἀνήκοντες εἰς τὴν Ἐθνοφρουρὰν κατὰ τὸ 1944 καὶ ἐντεῦθεν. 4. Πληροφορίαι παρὰ τοῖς Στρατολογικοῖς Γραφείοις. [40,1566,387,1744]
headline: Ο ΧΘΕΣΙΝΟΣ ΕΟΡΤΑΣΜΟΣ [453,1389,732,1412]
section-title-left: ΑΙ ΕΙΔΗΣΕΙΣ ΤΟΥ ΕΣΩΤΕΡΙΚΟΥ [40,26,519,56]
subheadline: «Ἦλθεν ἡ ὥρα — εἶπε — νὰ ἐλευθερωθῆτε» [819,476,1002,507]
subheadline: Ἡ πρότασις διὰ τοὺς ἐμπρηστὰς τοῦ πολέμου [1132,181,1465,196]
subheadline: ΠΡΟΩΘΕΙΤΑΙ Η ΕΠΙΛΥΣΙΣ ΤΩΝ ΕΛΛΗΝΙΚΩΝ ΖΗΤΗΜΑΤΩΝ [1097,1187,1500,1203]
article-body: ΝΕΑ ΥΟΡΚΗ, 28. Ὥρα 2.30 (Τοῦ ἀνταποκριτοῦ μας). — Κατὰ τὴν χθεσινὴν συνεδρίασιν τῆς Ἐπιτροπῆς ὁ κ. Τσαλδάρης ἐδήλωσεν ὅτι ἡ Ἑλλὰς τάσσεται ὑπὲρ τοῦ πλειοψηφικοῦ σχεδίου ψηφίσματος καὶ ὅτι θὰ συνεργασθῇ μὲ πάσας τὰς δυνάμεις διὰ τὴν ἐξασφάλισιν τῆς εἰρήνης εἰς τὰ Βαλκάνια. [796,740,1025,850]
article-body: Ἡ Βουλή, ἡ ὁποία ἐπρόκειτο συμφώνως μὲ τὸ ψήφισμα νὰ συνέλθῃ τὸ Σάββατον, ἐκλήθη νὰ ἐπαναλάβῃ τὰς ἐργασίας της τὴν 11ην π. μ. τῆς Δευτέρας, ἵνα ἐν τῷ μεταξὺ συγκεντρωθῇ εἰς Ἀθήνας ἐπαρκὴς ἀριθμὸς βουλευτῶν. Εἰς τὴν 48ωρον αὐτὴν ἀναβολὴν συνεφώνησαν χθές, ἐρωτηθέντες ὑπὸ τοῦ Προέδρου, οἱ ἀρχηγοὶ τῶν κομμάτων. Κατὰ σχετικὰς ἀνακοινώσεις ἡ παροῦσα σύνοδος τῆς Βουλῆς θεωρεῖται ἤδη λήξασα, δὲν ἀπαιτεῖται δὲ ἡ ἔκδοσις σχετικοῦ Διατάγματος. Οὕτω ἡ Βουλὴ διὰ τῆς ἐπαναλήψεως τῶν ἐργασιῶν της τὴν προσεχῆ ἑβδομάδα εἰσέρχεται εἰς τὴν δευτέραν σύνοδον καὶ θὰ προβῇ εἰς τὴν ἐκλογὴν τοῦ νέου προεδρείου της. Ὡς Πρόεδρος θεωρεῖται βέβαιον ὅτι θὰ ἐκλεγῇ καὶ πάλιν ὁ κ. Θεοτόκης, ὑποδεικνυόμενος ὑπὸ τῶν συνεργαζομένων ἐν τῇ Κυβερνήσει δύο κομμάτων. [40,242,387,435]
article-body: Ἡ ἔναρξις τῶν ἐργασιῶν τῆς συνόδου θὰ γίνῃ διὰ Βασιλικοῦ Διατάγματος. Δὲν ἀπεφασίσθη εἰσέτι ἐὰν θὰ προσέλθῃ ὁ Βασιλεὺς αὐτοπροσώπως διὰ νὰ κηρύξῃ τὴν ἔναρξιν. Πάντως λόγος τοῦ θρόνου δὲν θὰ ὑπάρξῃ, οὔτε ἀναδομιασμὸς τοῦ Κυβερνητικοῦ ἔργου, δεδομένου ὅτι εἶναι μικρὸν τὸ διάστημα καθ' ὃ ἡ παροῦσα Κυβέρνησις εὑρίσκεται εἰς τὴν ἀρχήν. Κατὰ τὰς ὑπαρχούσας χθὲς πληροφορίας ὁ κ. Τσαλδάρης, ὁ ὁποῖος εὑρίσκεται εἰς Οὐάσιγκτων, θὰ τερματίσῃ ἐντὸς τῆς ἑβδομάδος τὰς ἐκεῖ ἐπαφάς του μετὰ τῶν Ἀμερικανῶν ἐπισήμων ὥστε νὰ ἐπανέλθῃ εἰς Ἀθήνας κατὰ τὰς ἀρχὰς τῆς προσεχοῦς ἑβδομάδος. [40,494,387,658]
subheadline: Ἐπίσημος δήλωσις [848,719,974,735]
headline: Ο ΑΡΧΗΓΟΣ ΤΩΝ ΠΟΛΩΝΩΝ ΑΓΡΟΤΩΝ ΘΑ ΖΗΤΗΣΗ ΑΣΥΛΟΝ ΕΙΣ ΑΓΓΛΙΑΝ; [1071,675,1526,718]
headline: Η ΒΡΕΤΑΝΝΙΚΗ ΠΟΛΙΤΙΚΗ ΕΙΣ ΓΕΡΜΑΝΙΑΝ [827,114,995,176]
column-domestic [40,112,387,2292]
lottery-numbers: 6723 . . . 1.000.000 23424 . . . 1.000.000 14660 . . . 500.000 20319 . . . 500.000 26853 . . . 200.000 38128 . . . 200.000 08 17 25 31 44 52 12428 17982 19320 20451 21736 23904 25018 27734 29145 30482 31956 33207 35064 36128 37715 38490 04129 06871 08312 10255 11480 12996 14327 15813 17204 18679 19935 21468 23017 24590 26133 27854 [1041,886,1198,1105]
headline: Η ΔΕΥΤΕΡΑ ΣΥΝΟΔΟΣ ΤΗΣ ΒΟΥΛΗΣ ΑΡΧΙΖΕΙ ΤΗΝ 3ην ΝΟΕΜΒΡΙΟΥ [65,114,362,192]
divider [1041,554,1556,555]
masthead [40,10,1556,106]
divider [40,1287,387,1289]
